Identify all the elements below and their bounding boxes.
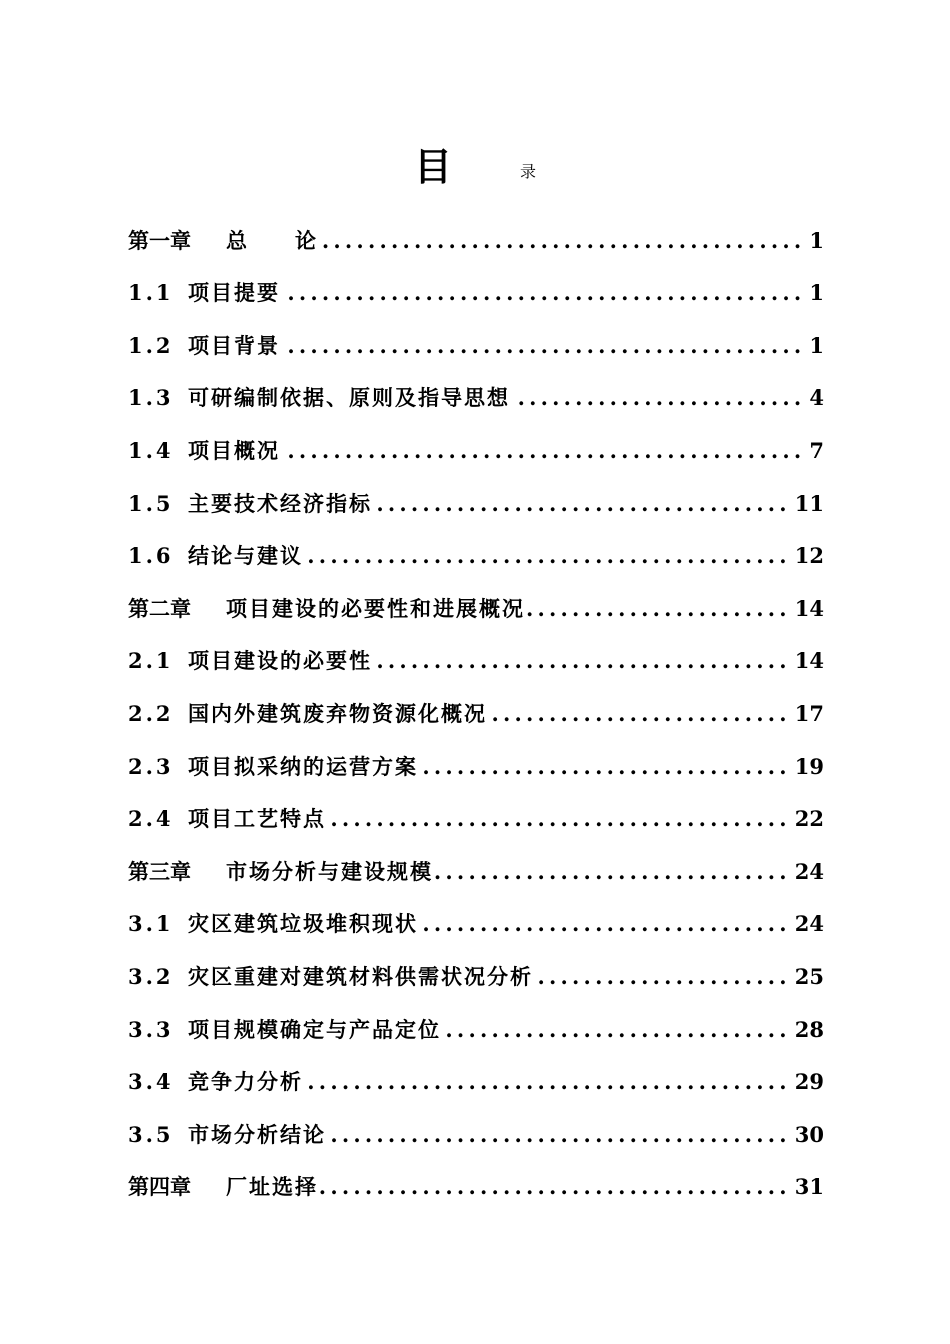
toc-entry-title: 灾区重建对建筑材料供需状况分析	[188, 963, 533, 989]
toc-entry[interactable]	[128, 687, 824, 740]
toc-entry-leader	[527, 583, 791, 635]
toc-entry-number: 第一章	[128, 227, 191, 253]
toc-entry-leader	[282, 267, 805, 319]
toc-entry-page: 14	[794, 648, 824, 674]
toc-entry-page: 24	[794, 858, 824, 884]
toc-entry[interactable]	[128, 530, 824, 583]
toc-entry-title: 主要技术经济指标	[188, 490, 372, 516]
toc-entry[interactable]	[128, 845, 824, 898]
toc-entry-number: 3.1	[128, 911, 174, 937]
toc-entry-number: 2.1	[128, 648, 174, 674]
toc-entry-number: 2.4	[128, 806, 174, 832]
toc-entry-title: 项目建设的必要性	[188, 648, 372, 674]
toc-entry[interactable]	[128, 950, 824, 1003]
toc-entry-leader	[435, 846, 791, 898]
toc-entry-leader	[282, 320, 805, 372]
toc-entry-title: 国内外建筑废弃物资源化概况	[188, 700, 487, 726]
toc-entry-number: 第四章	[128, 1174, 191, 1200]
toc-entry-page: 24	[794, 911, 824, 937]
toc-entry-page: 30	[794, 1121, 824, 1147]
toc-entry-leader	[512, 372, 805, 424]
toc-entry-title: 市场分析结论	[188, 1121, 326, 1147]
toc-entry-title: 总 论	[226, 227, 318, 253]
toc-entry-leader	[443, 1004, 791, 1056]
toc-entry-title: 市场分析与建设规模	[226, 858, 433, 884]
toc-entry-title: 项目拟采纳的运营方案	[188, 753, 418, 779]
toc-entry-title: 竞争力分析	[188, 1069, 303, 1095]
toc-entry[interactable]	[128, 1003, 824, 1056]
toc-entry-title: 结论与建议	[188, 543, 303, 569]
toc-entry-leader	[535, 951, 791, 1003]
toc-entry[interactable]	[128, 424, 824, 477]
toc-heading-main: 目	[414, 144, 453, 189]
toc-entry-page: 12	[794, 543, 824, 569]
toc-entry-title: 可研编制依据、原则及指导思想	[188, 385, 510, 411]
toc-entry-title: 项目工艺特点	[188, 806, 326, 832]
toc-entry-leader	[420, 741, 791, 793]
toc-entry-number: 3.5	[128, 1121, 174, 1147]
toc-entry[interactable]	[128, 319, 824, 372]
toc-entry[interactable]	[128, 898, 824, 951]
toc-entry-page: 1	[809, 332, 824, 358]
toc-entry-page: 4	[809, 385, 824, 411]
toc-entry-page: 25	[794, 963, 824, 989]
toc-entry[interactable]	[128, 635, 824, 688]
toc-entry-title: 项目背景	[188, 332, 280, 358]
toc-entry-number: 3.3	[128, 1016, 174, 1042]
toc-entry-leader	[320, 1161, 791, 1213]
toc-entry-page: 29	[794, 1069, 824, 1095]
toc-entry-page: 1	[809, 227, 824, 253]
toc-entry-number: 第二章	[128, 595, 191, 621]
toc-entry-title: 项目提要	[188, 280, 280, 306]
toc-entry-leader	[305, 530, 791, 582]
table-of-contents	[128, 214, 824, 1213]
toc-entry-leader	[328, 1109, 791, 1161]
toc-entry-number: 3.2	[128, 963, 174, 989]
toc-entry-number: 1.6	[128, 543, 174, 569]
toc-entry-number: 第三章	[128, 858, 191, 884]
toc-entry-page: 31	[794, 1174, 824, 1200]
toc-entry-page: 19	[794, 753, 824, 779]
toc-entry-number: 3.4	[128, 1069, 174, 1095]
toc-entry-title: 项目概况	[188, 437, 280, 463]
toc-entry-page: 22	[794, 806, 824, 832]
toc-entry-leader	[305, 1056, 791, 1108]
toc-entry-leader	[328, 793, 791, 845]
toc-entry-page: 11	[794, 490, 824, 516]
toc-entry[interactable]	[128, 477, 824, 530]
toc-heading-sub: 录	[520, 162, 537, 181]
toc-heading	[0, 142, 950, 192]
toc-entry-number: 1.2	[128, 332, 174, 358]
toc-entry-page: 28	[794, 1016, 824, 1042]
toc-entry[interactable]	[128, 793, 824, 846]
toc-entry-number: 1.1	[128, 280, 174, 306]
toc-entry[interactable]	[128, 372, 824, 425]
toc-entry[interactable]	[128, 1056, 824, 1109]
toc-entry-number: 1.4	[128, 437, 174, 463]
toc-entry[interactable]	[128, 740, 824, 793]
toc-entry-number: 1.5	[128, 490, 174, 516]
toc-entry[interactable]	[128, 267, 824, 320]
toc-entry-leader	[489, 688, 791, 740]
toc-entry-number: 1.3	[128, 385, 174, 411]
toc-entry-title: 厂址选择	[226, 1174, 318, 1200]
toc-entry-page: 17	[794, 700, 824, 726]
toc-entry-number: 2.2	[128, 700, 174, 726]
toc-entry-page: 7	[809, 437, 824, 463]
toc-entry-leader	[374, 635, 791, 687]
toc-entry-leader	[420, 898, 791, 950]
toc-entry-page: 1	[809, 280, 824, 306]
toc-entry-leader	[374, 478, 791, 530]
toc-entry-title: 项目规模确定与产品定位	[188, 1016, 441, 1042]
toc-entry-title: 灾区建筑垃圾堆积现状	[188, 911, 418, 937]
toc-entry[interactable]	[128, 582, 824, 635]
toc-entry-title: 项目建设的必要性和进展概况	[226, 595, 525, 621]
toc-entry-leader	[320, 215, 805, 267]
toc-entry[interactable]	[128, 214, 824, 267]
toc-entry[interactable]	[128, 1161, 824, 1214]
toc-entry-leader	[282, 425, 805, 477]
toc-entry[interactable]	[128, 1108, 824, 1161]
toc-entry-page: 14	[794, 595, 824, 621]
toc-entry-number: 2.3	[128, 753, 174, 779]
